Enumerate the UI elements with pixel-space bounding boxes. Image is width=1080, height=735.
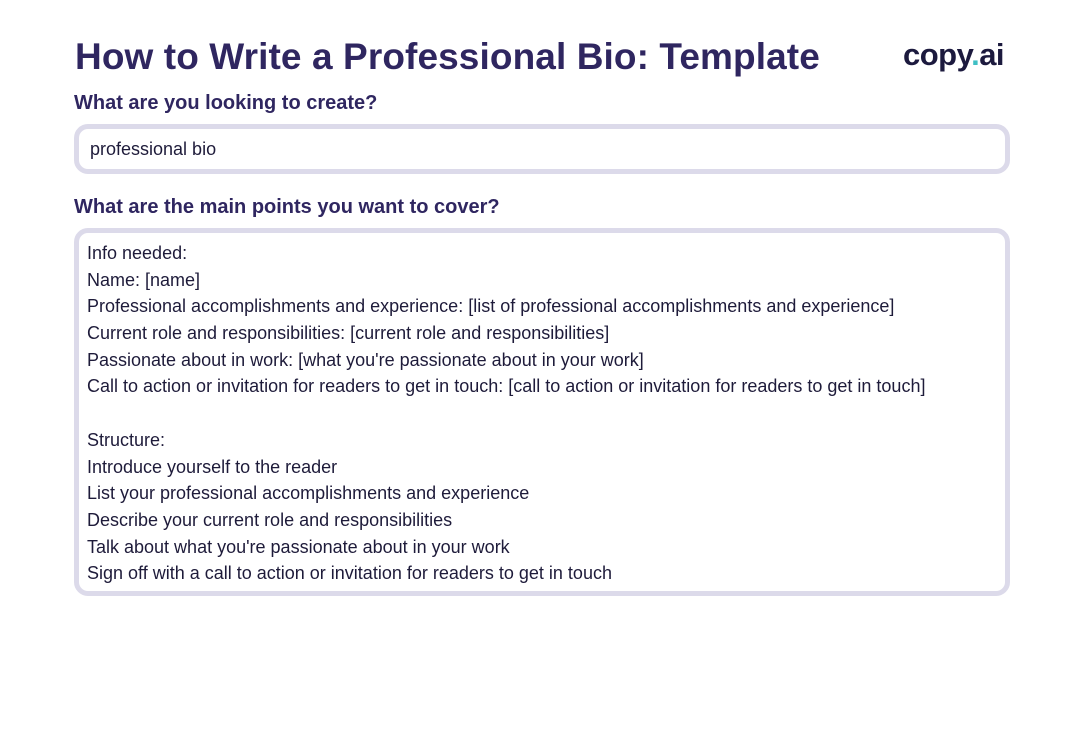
page-title: How to Write a Professional Bio: Template [75, 36, 820, 77]
logo-dot: . [971, 37, 980, 72]
textarea-line: Passionate about in work: [what you're passionate about in your work] [87, 349, 644, 370]
logo-text-copy: copy [903, 37, 972, 72]
textarea-line: Sign off with a call to action or invitation for readers to get in touch [87, 563, 612, 584]
textarea-line: Professional accomplishments and experience: [list of professional accomplishments and experience] [87, 296, 895, 317]
textarea-line: Structure: [87, 429, 166, 450]
textarea-line: Call to action or invitation for readers to get in touch: [call to action or invitation for readers to get in touch] [87, 376, 926, 397]
copy-ai-logo [903, 37, 1004, 73]
textarea-line: List your professional accomplishments and experience [87, 483, 530, 504]
create-input[interactable] [74, 124, 1010, 174]
create-input-value: professional bio [90, 139, 217, 159]
textarea-line: Info needed: [87, 243, 188, 263]
textarea-line: Current role and responsibilities: [current role and responsibilities] [87, 323, 610, 344]
textarea-line: Introduce yourself to the reader [87, 456, 338, 477]
textarea-line: Name: [name] [87, 269, 201, 290]
textarea-line: Talk about what you're passionate about in your work [87, 536, 510, 557]
logo-text-ai: ai [979, 37, 1005, 72]
main-points-question-label: What are the main points you want to cover? [74, 196, 500, 218]
create-question-label: What are you looking to create? [74, 92, 378, 114]
main-points-textarea[interactable] [74, 228, 1010, 596]
textarea-line [87, 400, 1005, 427]
textarea-line: Describe your current role and responsibilities [87, 509, 453, 530]
